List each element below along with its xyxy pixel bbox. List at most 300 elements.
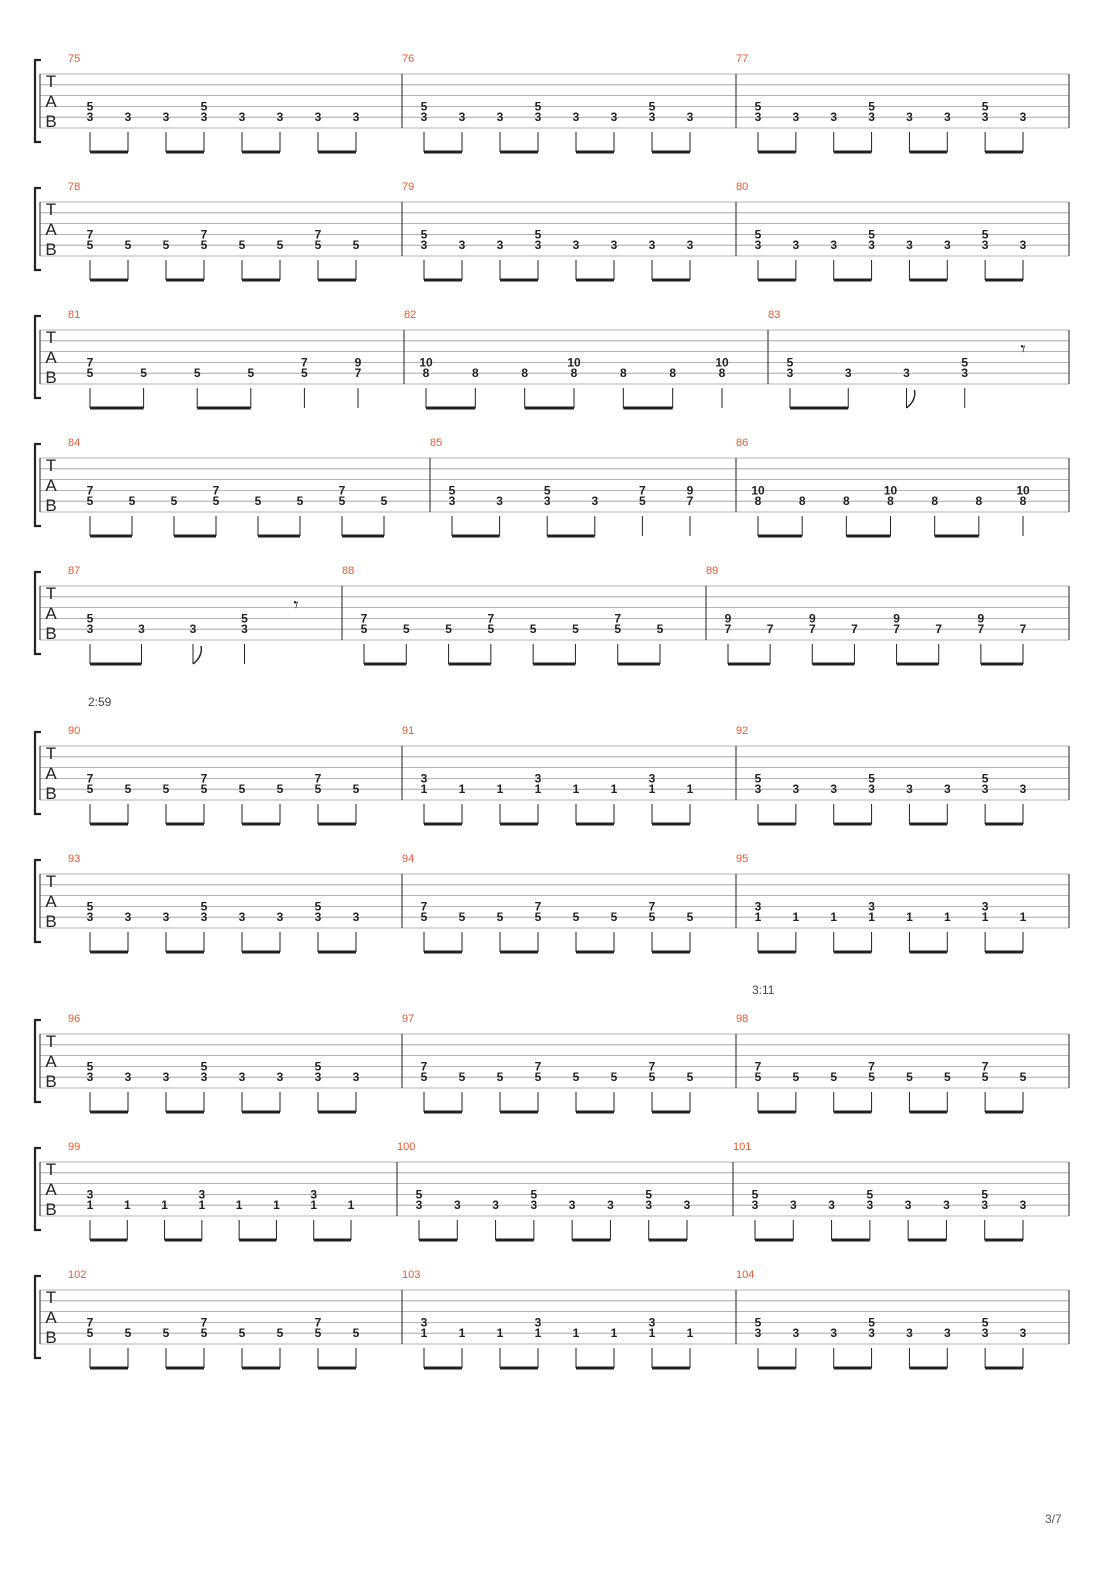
fret-number: 3 [314, 910, 322, 925]
tab-clef-letter: B [45, 624, 57, 643]
fret-number: 5 [572, 622, 579, 637]
fret-number: 1 [420, 1326, 428, 1341]
fret-number: 1 [347, 1198, 355, 1213]
fret-number: 3 [1019, 1198, 1027, 1213]
fret-number: 5 [458, 910, 466, 925]
fret-number: 9 [354, 355, 362, 370]
fret-number: 7 [648, 1059, 656, 1074]
fret-number: 1 [458, 1326, 466, 1341]
fret-number: 3 [276, 1070, 284, 1085]
fret-number: 3 [534, 1315, 542, 1330]
fret-number: 3 [591, 494, 599, 509]
fret-number: 3 [981, 1198, 989, 1213]
fret-number: 5 [200, 899, 208, 914]
fret-number: 7 [639, 483, 646, 498]
fret-number: 3 [607, 1198, 614, 1213]
fret-number: 3 [943, 1326, 951, 1341]
fret-number: 5 [445, 622, 452, 637]
fret-number: 5 [212, 494, 220, 509]
fret-number: 3 [830, 1326, 838, 1341]
fret-number: 7 [314, 1315, 322, 1330]
fret-number: 7 [851, 622, 858, 637]
tab-clef-letter: B [45, 1200, 57, 1219]
fret-number: 7 [648, 899, 656, 914]
fret-number: 3 [86, 622, 94, 637]
fret-number: 7 [893, 622, 900, 637]
fret-number: 3 [314, 1070, 322, 1085]
fret-number: 1 [754, 910, 762, 925]
fret-number: 5 [241, 611, 248, 626]
fret-number: 3 [686, 238, 694, 253]
tab-clef-letter: B [45, 784, 57, 803]
measure-number: 94 [402, 853, 415, 865]
fret-number: 3 [458, 238, 466, 253]
fret-number: 3 [310, 1187, 318, 1202]
measure-number: 82 [404, 309, 417, 321]
fret-number: 5 [961, 355, 969, 370]
fret-number: 3 [238, 910, 246, 925]
fret-number: 5 [610, 1070, 618, 1085]
fret-number: 3 [238, 110, 246, 125]
fret-number: 5 [866, 1187, 874, 1202]
fret-number: 8 [887, 494, 894, 509]
fret-number: 5 [238, 238, 246, 253]
fret-number: 3 [754, 238, 762, 253]
fret-number: 3 [1019, 110, 1027, 125]
fret-number: 3 [352, 1070, 360, 1085]
fret-number: 8 [422, 366, 430, 381]
fret-number: 8 [619, 366, 627, 381]
measure-number: 103 [402, 1269, 421, 1281]
fret-number: 5 [686, 910, 694, 925]
measure-number: 85 [430, 437, 443, 449]
fret-number: 7 [1019, 622, 1027, 637]
tab-clef-letter: A [45, 220, 57, 239]
fret-number: 5 [200, 238, 208, 253]
tab-clef-letter: A [45, 92, 57, 111]
fret-number: 5 [529, 622, 537, 637]
fret-number: 5 [448, 483, 456, 498]
fret-number: 3 [534, 771, 542, 786]
fret-number: 3 [420, 1315, 428, 1330]
fret-number: 3 [198, 1187, 206, 1202]
tab-clef-letter: B [45, 496, 57, 515]
fret-number: 3 [162, 110, 170, 125]
fret-number: 3 [943, 238, 951, 253]
fret-number: 5 [86, 99, 94, 114]
fret-number: 3 [415, 1198, 423, 1213]
fret-number: 3 [124, 110, 132, 125]
measure-number: 79 [402, 181, 415, 193]
tab-clef-letter: T [45, 456, 57, 475]
fret-number: 1 [943, 910, 951, 925]
fret-number: 5 [648, 1070, 656, 1085]
fret-number: 3 [981, 1326, 989, 1341]
fret-number: 5 [86, 366, 94, 381]
fret-number: 5 [140, 366, 147, 381]
measure-number: 102 [68, 1269, 87, 1281]
time-marker: 2:59 [88, 695, 112, 709]
fret-number: 5 [124, 782, 132, 797]
fret-number: 5 [458, 1070, 466, 1085]
tab-clef-letter: T [45, 328, 57, 347]
fret-number: 5 [754, 771, 762, 786]
fret-number: 7 [338, 483, 346, 498]
fret-number: 7 [86, 1315, 94, 1330]
fret-number: 5 [200, 1326, 208, 1341]
fret-number: 3 [868, 238, 875, 253]
fret-number: 5 [360, 622, 368, 637]
measure-number: 77 [736, 53, 749, 65]
fret-number: 9 [808, 611, 816, 626]
measure-number: 100 [397, 1141, 416, 1153]
fret-number: 7 [766, 622, 774, 637]
fret-number: 3 [1019, 782, 1027, 797]
measure-number: 81 [68, 309, 81, 321]
tab-clef-letter: T [45, 1160, 57, 1179]
fret-number: 1 [572, 782, 580, 797]
fret-number: 5 [754, 227, 762, 242]
tab-clef-letter: A [45, 892, 57, 911]
fret-number: 3 [648, 110, 656, 125]
fret-number: 7 [314, 771, 322, 786]
fret-number: 5 [754, 1070, 762, 1085]
measure-number: 88 [342, 565, 355, 577]
fret-number: 3 [420, 110, 428, 125]
fret-number: 1 [534, 782, 542, 797]
fret-number: 3 [683, 1198, 691, 1213]
fret-number: 3 [943, 110, 951, 125]
fret-number: 3 [792, 1326, 800, 1341]
fret-number: 3 [200, 910, 208, 925]
fret-number: 3 [200, 1070, 208, 1085]
fret-number: 5 [614, 622, 622, 637]
fret-number: 10 [1016, 483, 1030, 498]
fret-number: 5 [314, 238, 322, 253]
tab-clef-letter: T [45, 872, 57, 891]
fret-number: 1 [273, 1198, 280, 1213]
fret-number: 5 [314, 782, 322, 797]
fret-number: 5 [170, 494, 178, 509]
fret-number: 5 [645, 1187, 653, 1202]
fret-number: 3 [1019, 238, 1027, 253]
fret-number: 3 [352, 910, 360, 925]
fret-number: 5 [86, 782, 94, 797]
fret-number: 5 [276, 1326, 284, 1341]
fret-number: 3 [648, 1315, 656, 1330]
fret-number: 3 [496, 494, 503, 509]
fret-number: 3 [844, 366, 852, 381]
fret-number: 1 [610, 1326, 618, 1341]
fret-number: 5 [338, 494, 346, 509]
fret-number: 8 [842, 494, 850, 509]
fret-number: 3 [943, 1198, 950, 1213]
fret-number: 1 [310, 1198, 318, 1213]
tab-clef-letter: T [45, 200, 57, 219]
fret-number: 10 [751, 483, 765, 498]
tab-clef-letter: T [45, 72, 57, 91]
fret-number: 3 [420, 238, 428, 253]
fret-number: 5 [420, 910, 428, 925]
fret-number: 5 [639, 494, 646, 509]
fret-number: 7 [86, 227, 94, 242]
fret-number: 5 [352, 782, 360, 797]
fret-number: 1 [981, 910, 989, 925]
fret-number: 7 [354, 366, 362, 381]
fret-number: 3 [189, 622, 197, 637]
fret-number: 3 [868, 110, 875, 125]
fret-number: 3 [792, 238, 800, 253]
fret-number: 5 [868, 1070, 875, 1085]
fret-number: 3 [420, 771, 428, 786]
fret-number: 3 [906, 110, 913, 125]
fret-number: 7 [487, 611, 495, 626]
fret-number: 3 [868, 782, 875, 797]
fret-number: 8 [931, 494, 939, 509]
fret-number: 5 [786, 355, 794, 370]
note-flag [193, 646, 201, 664]
tab-clef-letter: B [45, 368, 57, 387]
fret-number: 3 [200, 110, 208, 125]
fret-number: 7 [686, 494, 694, 509]
fret-number: 8 [570, 366, 578, 381]
fret-number: 5 [314, 1326, 322, 1341]
fret-number: 5 [420, 1070, 428, 1085]
fret-number: 1 [572, 1326, 580, 1341]
measure-number: 96 [68, 1013, 81, 1025]
fret-number: 3 [786, 366, 794, 381]
fret-number: 7 [534, 1059, 542, 1074]
fret-number: 5 [314, 899, 322, 914]
measure-number: 86 [736, 437, 749, 449]
fret-number: 3 [86, 1187, 94, 1202]
fret-number: 1 [420, 782, 428, 797]
measure-number: 97 [402, 1013, 415, 1025]
fret-number: 5 [530, 1187, 538, 1202]
fret-number: 5 [238, 1326, 246, 1341]
fret-number: 3 [162, 910, 170, 925]
fret-number: 5 [534, 227, 542, 242]
fret-number: 8 [975, 494, 983, 509]
fret-number: 3 [352, 110, 360, 125]
fret-number: 5 [86, 1326, 94, 1341]
fret-number: 7 [981, 1059, 989, 1074]
fret-number: 5 [296, 494, 304, 509]
fret-number: 5 [200, 99, 208, 114]
fret-number: 5 [648, 99, 656, 114]
fret-number: 1 [686, 1326, 694, 1341]
fret-number: 5 [572, 910, 580, 925]
fret-number: 7 [977, 622, 985, 637]
fret-number: 1 [496, 1326, 504, 1341]
fret-number: 5 [754, 1315, 762, 1330]
tab-clef-letter: T [45, 744, 57, 763]
fret-number: 5 [572, 1070, 580, 1085]
tab-clef-letter: A [45, 1180, 57, 1199]
fret-number: 7 [420, 1059, 428, 1074]
fret-number: 3 [276, 910, 284, 925]
fret-number: 5 [868, 771, 875, 786]
fret-number: 3 [754, 1326, 762, 1341]
fret-number: 10 [715, 355, 729, 370]
fret-number: 1 [906, 910, 913, 925]
fret-number: 5 [751, 1187, 759, 1202]
fret-number: 8 [669, 366, 677, 381]
measure-number: 87 [68, 565, 81, 577]
fret-number: 7 [868, 1059, 875, 1074]
fret-number: 3 [903, 366, 910, 381]
fret-number: 3 [981, 782, 989, 797]
fret-number: 3 [314, 110, 322, 125]
fret-number: 5 [86, 899, 94, 914]
fret-number: 8 [471, 366, 479, 381]
fret-number: 7 [86, 483, 94, 498]
fret-number: 5 [686, 1070, 694, 1085]
fret-number: 1 [123, 1198, 131, 1213]
fret-number: 3 [866, 1198, 874, 1213]
measure-number: 84 [68, 437, 81, 449]
fret-number: 5 [86, 238, 94, 253]
fret-number: 1 [830, 910, 838, 925]
fret-number: 3 [830, 238, 838, 253]
tab-clef-letter: A [45, 1052, 57, 1071]
fret-number: 3 [138, 622, 145, 637]
fret-number: 5 [792, 1070, 800, 1085]
fret-number: 7 [86, 771, 94, 786]
fret-number: 7 [534, 899, 542, 914]
fret-number: 5 [200, 1059, 208, 1074]
fret-number: 5 [534, 910, 542, 925]
fret-number: 1 [161, 1198, 168, 1213]
fret-number: 1 [686, 782, 694, 797]
tab-clef-letter: A [45, 604, 57, 623]
fret-number: 3 [241, 622, 248, 637]
fret-number: 5 [868, 227, 875, 242]
note-flag [907, 390, 915, 408]
fret-number: 5 [648, 910, 656, 925]
fret-number: 8 [521, 366, 529, 381]
fret-number: 5 [254, 494, 262, 509]
fret-number: 1 [648, 782, 656, 797]
fret-number: 8 [798, 494, 806, 509]
fret-number: 3 [906, 1326, 913, 1341]
fret-number: 3 [648, 771, 656, 786]
fret-number: 1 [534, 1326, 542, 1341]
fret-number: 7 [200, 227, 208, 242]
fret-number: 10 [567, 355, 581, 370]
fret-number: 5 [656, 622, 664, 637]
tab-clef-letter: T [45, 584, 57, 603]
fret-number: 3 [943, 782, 951, 797]
fret-number: 5 [981, 771, 989, 786]
fret-number: 5 [86, 494, 94, 509]
fret-number: 3 [830, 782, 838, 797]
fret-number: 5 [162, 782, 170, 797]
fret-number: 3 [543, 494, 551, 509]
fret-number: 8 [718, 366, 726, 381]
fret-number: 3 [981, 899, 989, 914]
fret-number: 3 [124, 910, 132, 925]
fret-number: 3 [572, 110, 580, 125]
fret-number: 5 [352, 238, 360, 253]
tab-clef-letter: B [45, 112, 57, 131]
fret-number: 5 [943, 1070, 951, 1085]
tab-clef-letter: T [45, 1288, 57, 1307]
fret-number: 10 [883, 483, 898, 498]
fret-number: 3 [830, 110, 838, 125]
fret-number: 3 [868, 1326, 875, 1341]
fret-number: 3 [828, 1198, 835, 1213]
fret-number: 3 [686, 110, 694, 125]
fret-number: 3 [568, 1198, 576, 1213]
fret-number: 7 [935, 622, 943, 637]
fret-number: 3 [610, 110, 618, 125]
fret-number: 3 [789, 1198, 797, 1213]
fret-number: 5 [86, 611, 94, 626]
fret-number: 5 [162, 1326, 170, 1341]
fret-number: 7 [200, 771, 208, 786]
fret-number: 5 [981, 99, 989, 114]
fret-number: 5 [86, 1059, 94, 1074]
fret-number: 5 [830, 1070, 838, 1085]
fret-number: 5 [247, 366, 255, 381]
measure-number: 93 [68, 853, 81, 865]
fret-number: 5 [610, 910, 618, 925]
tab-clef-letter: T [45, 1032, 57, 1051]
tab-clef-letter: A [45, 348, 57, 367]
fret-number: 5 [487, 622, 495, 637]
fret-number: 3 [754, 899, 762, 914]
fret-number: 1 [496, 782, 504, 797]
fret-number: 5 [981, 1070, 989, 1085]
eighth-rest: 𝄾 [293, 592, 299, 617]
tab-clef-letter: B [45, 1072, 57, 1091]
fret-number: 1 [868, 910, 875, 925]
fret-number: 5 [868, 1315, 875, 1330]
fret-number: 10 [419, 355, 433, 370]
fret-number: 5 [128, 494, 136, 509]
fret-number: 7 [614, 611, 622, 626]
fret-number: 5 [1019, 1070, 1027, 1085]
fret-number: 9 [977, 611, 985, 626]
tab-clef-letter: A [45, 1308, 57, 1327]
fret-number: 3 [961, 366, 969, 381]
measure-number: 76 [402, 53, 415, 65]
fret-number: 5 [380, 494, 388, 509]
fret-number: 5 [415, 1187, 423, 1202]
fret-number: 5 [276, 238, 284, 253]
fret-number: 7 [314, 227, 322, 242]
measure-number: 104 [736, 1269, 755, 1281]
fret-number: 8 [754, 494, 762, 509]
measure-number: 89 [706, 565, 719, 577]
fret-number: 3 [754, 782, 762, 797]
fret-number: 7 [200, 1315, 208, 1330]
fret-number: 3 [534, 110, 542, 125]
fret-number: 5 [981, 1187, 989, 1202]
fret-number: 9 [724, 611, 732, 626]
fret-number: 1 [86, 1198, 94, 1213]
fret-number: 3 [86, 1070, 94, 1085]
tab-clef-letter: B [45, 240, 57, 259]
fret-number: 3 [124, 1070, 132, 1085]
fret-number: 3 [86, 910, 94, 925]
fret-number: 3 [904, 1198, 912, 1213]
fret-number: 3 [754, 110, 762, 125]
fret-number: 5 [314, 1059, 322, 1074]
fret-number: 5 [534, 99, 542, 114]
fret-number: 5 [276, 782, 284, 797]
